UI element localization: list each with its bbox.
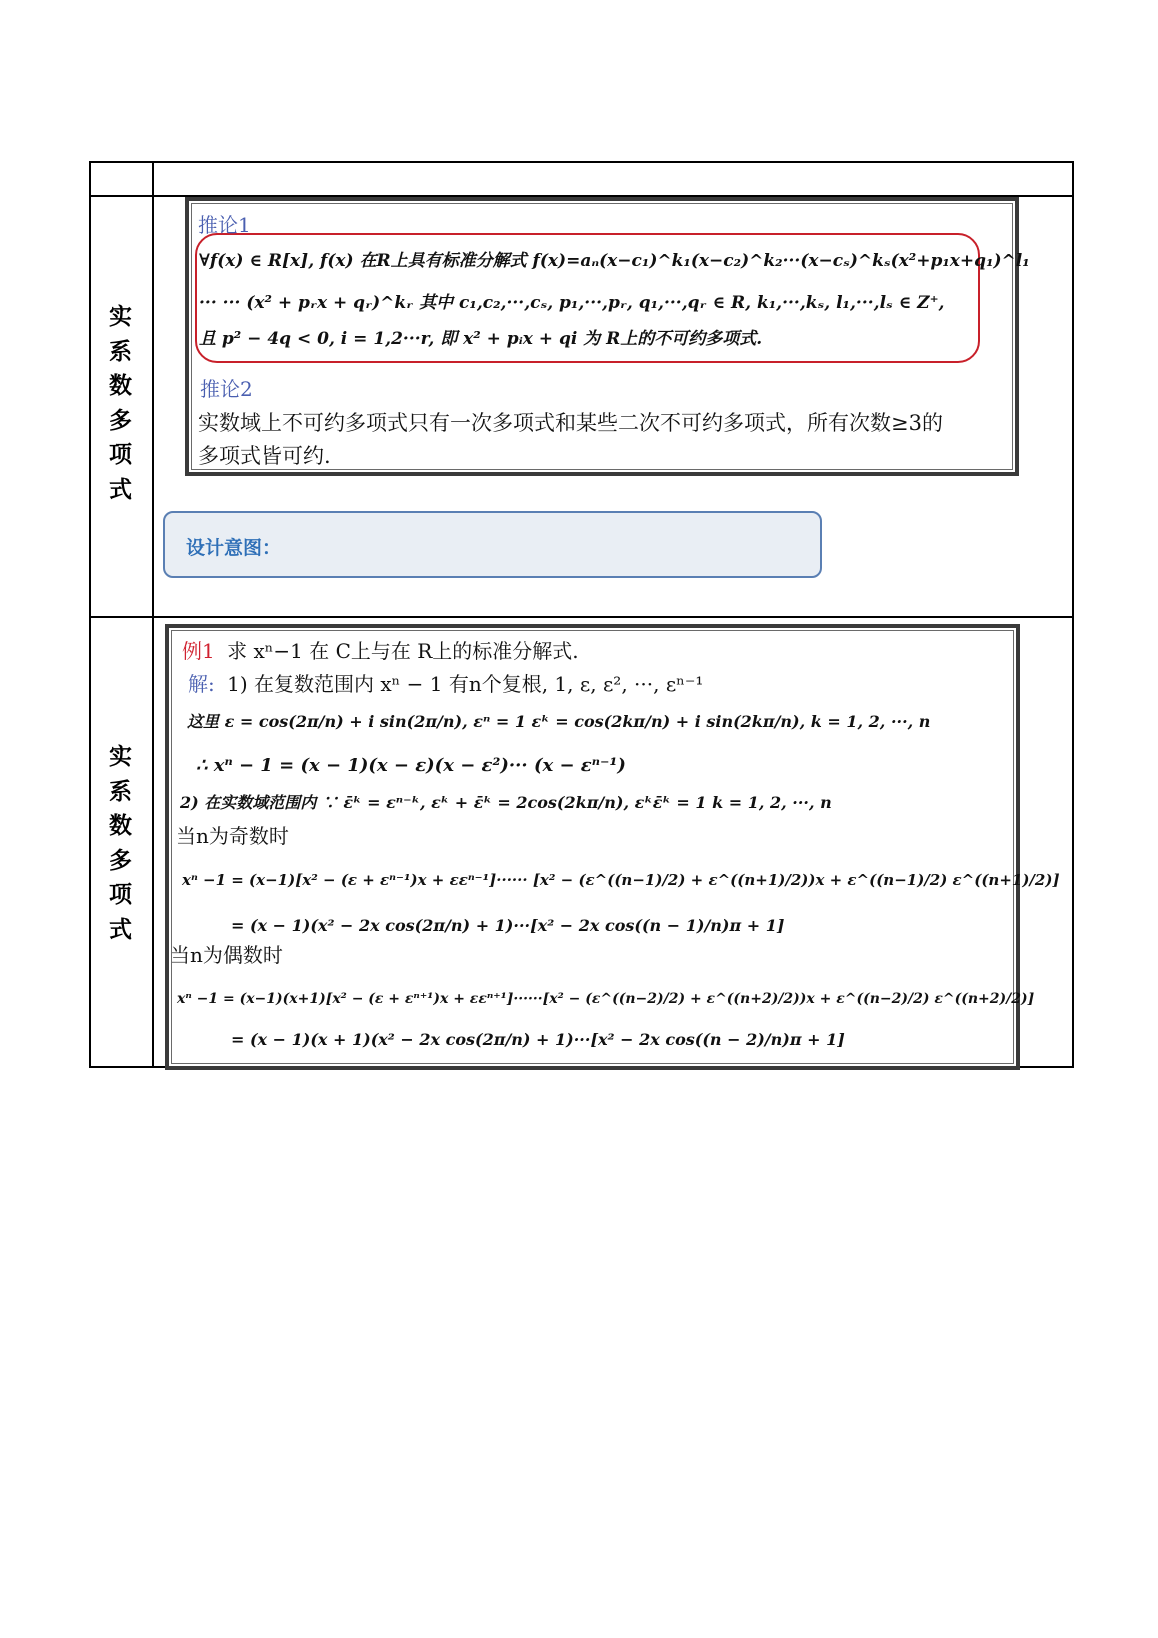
row2-side-label: [89, 740, 152, 947]
corollary1-line1: ∀f(x) ∈ R[x], f(x) 在R上具有标准分解式 f(x)=aₙ(x−c₁)^k₁(x−c₂)^k₂···(x−cₛ)^kₛ(x²+p₁x+q₁)^l₁: [199, 251, 1030, 271]
solution-line3: ∴ xⁿ − 1 = (x − 1)(x − ε)(x − ε²)··· (x − εⁿ⁻¹): [196, 755, 626, 776]
row2-label-char: 项: [109, 882, 132, 908]
even-case-label: 当n为偶数时: [170, 943, 283, 967]
corollary2-line1: 实数域上不可约多项式只有一次多项式和某些二次不可约多项式，所有次数≥3的: [198, 411, 943, 435]
design-intent-label: 设计意图：: [186, 537, 282, 559]
example1-title: 例1: [182, 639, 215, 663]
solution-line1: 1) 在复数范围内 xⁿ − 1 有n个复根, 1, ε, ε², ···, εⁿ⁻¹: [227, 672, 704, 696]
row1-label-char: 系: [109, 338, 132, 365]
solution-line1-row: [188, 671, 703, 697]
row2-label-char: 系: [109, 778, 132, 805]
solution-line4: 2) 在实数域范围内 ∵ ε̄ᵏ = εⁿ⁻ᵏ, εᵏ + ε̄ᵏ = 2cos(2kπ/n), εᵏε̄ᵏ = 1 k = 1, 2, ···, n: [180, 793, 832, 812]
corollary1-title: 推论1: [198, 213, 251, 237]
even-case-line1: xⁿ −1 = (x−1)(x+1)[x² − (ε + εⁿ⁺¹)x + εεⁿ⁺¹]······[x² − (ε^((n−2)/2) + ε^((n+2)/2))x + ε^((n−2)/2) ε^((n+2)/2)]: [177, 991, 1035, 1007]
row1-side-label: [89, 300, 152, 507]
row1-label-char: 实: [109, 304, 132, 330]
example1-header: [182, 638, 579, 664]
corollary2-line2: 多项式皆可约.: [198, 444, 331, 468]
row2-label-char: 多: [109, 847, 132, 874]
column-divider: [152, 161, 154, 1068]
solution-line2: 这里 ε = cos(2π/n) + i sin(2π/n), εⁿ = 1 εᵏ = cos(2kπ/n) + i sin(2kπ/n), k = 1, 2, ···, n: [187, 712, 931, 731]
solution-label: 解:: [188, 672, 215, 696]
row2-label-char: 式: [109, 916, 132, 943]
corollary1-line3: 且 p² − 4q < 0, i = 1,2···r, 即 x² + pᵢx + qi 为 R上的不可约多项式.: [199, 329, 763, 349]
even-case-line2: = (x − 1)(x + 1)(x² − 2x cos(2π/n) + 1)···[x² − 2x cos((n − 2)/n)π + 1]: [231, 1030, 845, 1049]
odd-case-line2: = (x − 1)(x² − 2x cos(2π/n) + 1)···[x² − 2x cos((n − 1)/n)π + 1]: [231, 916, 785, 935]
row1-label-char: 多: [109, 407, 132, 434]
corollary2-title: 推论2: [200, 377, 253, 401]
design-intent-box[interactable]: [163, 511, 822, 578]
odd-case-line1: xⁿ −1 = (x−1)[x² − (ε + εⁿ⁻¹)x + εεⁿ⁻¹]······ [x² − (ε^((n−1)/2) + ε^((n+1)/2))x + ε^((n−1)/2) ε^((n+1)/2)]: [182, 871, 1060, 889]
corollary1-line2: ··· ··· (x² + pᵣx + qᵣ)^kᵣ 其中 c₁,c₂,···,cₛ, p₁,···,pᵣ, q₁,···,qᵣ ∈ R, k₁,···,kₛ, l₁,···,lₛ ∈ Z⁺,: [199, 293, 945, 313]
row1-label-char: 式: [109, 476, 132, 503]
example1-statement: 求 xⁿ−1 在 C上与在 R上的标准分解式.: [227, 639, 579, 663]
row2-label-char: 实: [109, 744, 132, 770]
row1-label-char: 数: [109, 373, 132, 399]
row-divider: [89, 616, 1074, 618]
row2-label-char: 数: [109, 813, 132, 839]
row1-label-char: 项: [109, 442, 132, 468]
odd-case-label: 当n为奇数时: [176, 824, 289, 848]
